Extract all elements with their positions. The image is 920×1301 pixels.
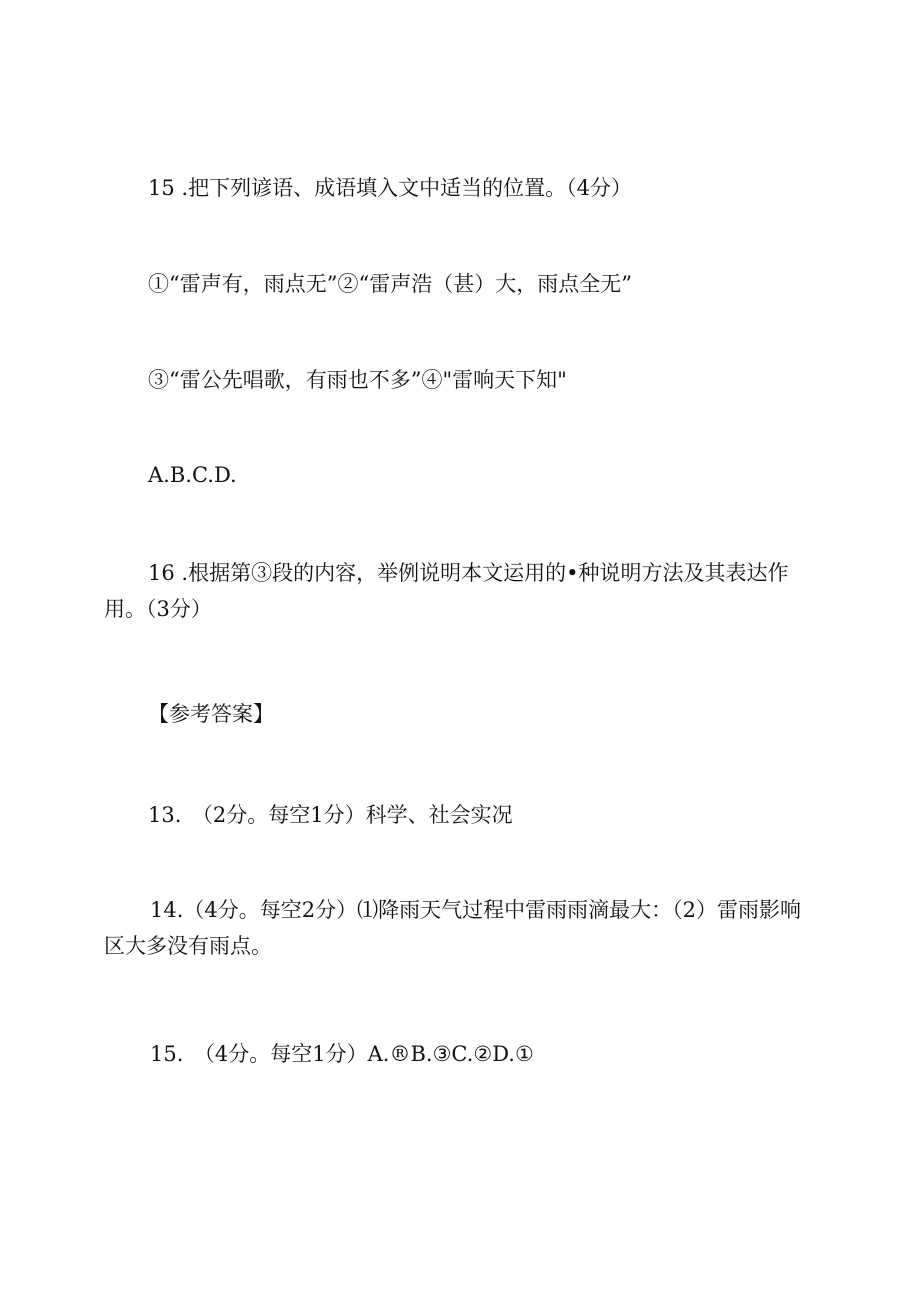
answer-13: 13. （2分。每空1分）科学、社会实况 — [148, 803, 513, 827]
answers-heading: 【参考答案】 — [148, 702, 274, 726]
question-15-options-line-2: ③“雷公先唱歌，有雨也不多”④"雷响天下知" — [148, 368, 567, 392]
question-15-blanks: A.B.C.D. — [148, 463, 237, 487]
answer-14: 14.（4分。每空2分）⑴降雨天气过程中雷雨雨滴最大：（2）雷雨影响区大多没有雨点。 — [104, 898, 801, 958]
question-16-prompt: 16 .根据第③段的内容，举例说明本文运用的•种说明方法及其表达作用。（3分） — [104, 561, 789, 621]
question-15-options-line-1: ①“雷声有，雨点无”②“雷声浩（甚）大，雨点全无” — [148, 272, 632, 296]
question-15-prompt: 15 .把下列谚语、成语填入文中适当的位置。（4分） — [148, 176, 632, 200]
answer-15: 15. （4分。每空1分）A.®B.③C.②D.① — [150, 1042, 534, 1066]
